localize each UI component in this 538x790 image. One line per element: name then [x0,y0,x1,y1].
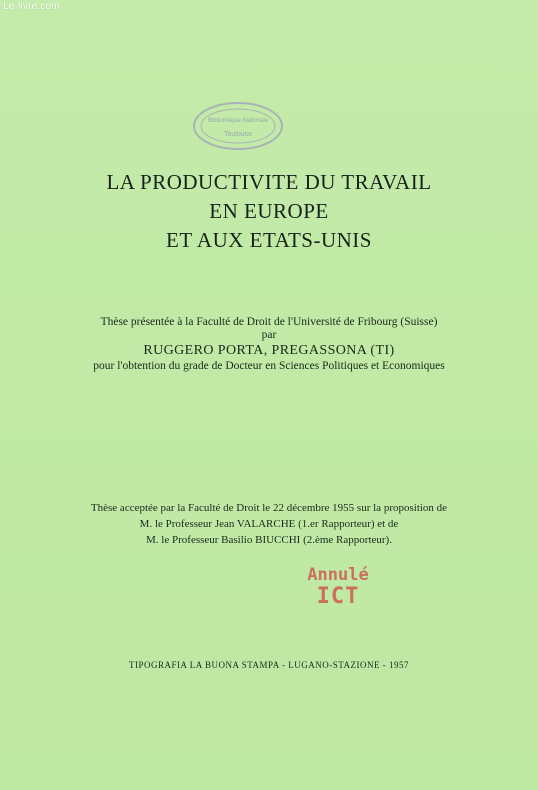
library-stamp-top-text: Bibliothèque Nationale [207,118,269,124]
document-title [0,168,538,255]
thesis-acceptance [0,500,538,548]
acceptance-line-1: Thèse acceptée par la Faculté de Droit le 22 décembre 1955 sur la proposition de [90,502,448,514]
cancelled-stamp-line-1: Annulé [307,565,369,585]
printer-imprint: TIPOGRAFIA LA BUONA STAMPA - LUGANO-STAZIONE - 1957 [129,660,409,670]
thesis-line-3: pour l'obtention du grade de Docteur en Sciences Politiques et Economiques [93,360,445,372]
thesis-line-1: Thèse présentée à la Faculté de Droit de l'Université de Fribourg (Suisse) [100,316,438,328]
title-line-3: ET AUX ETATS-UNIS [166,228,372,252]
cancelled-stamp [302,566,374,609]
acceptance-line-2: M. le Professeur Jean VALARCHE (1.er Rapporteur) et de [139,518,399,530]
library-stamp [192,100,284,152]
library-stamp-bottom-text: Toulouse [223,131,253,138]
title-line-2: EN EUROPE [209,199,329,223]
thesis-line-par: par [261,329,277,341]
thesis-presentation [0,316,538,373]
watermark: Le-livre.com [3,1,60,12]
acceptance-line-3: M. le Professeur Basilio BIUCCHI (2.ème Rapporteur). [146,534,392,546]
cancelled-stamp-line-2: ICT [316,584,360,609]
author-name: RUGGERO PORTA, PREGASSONA (TI) [143,343,395,358]
title-line-1: LA PRODUCTIVITE DU TRAVAIL [106,170,432,194]
